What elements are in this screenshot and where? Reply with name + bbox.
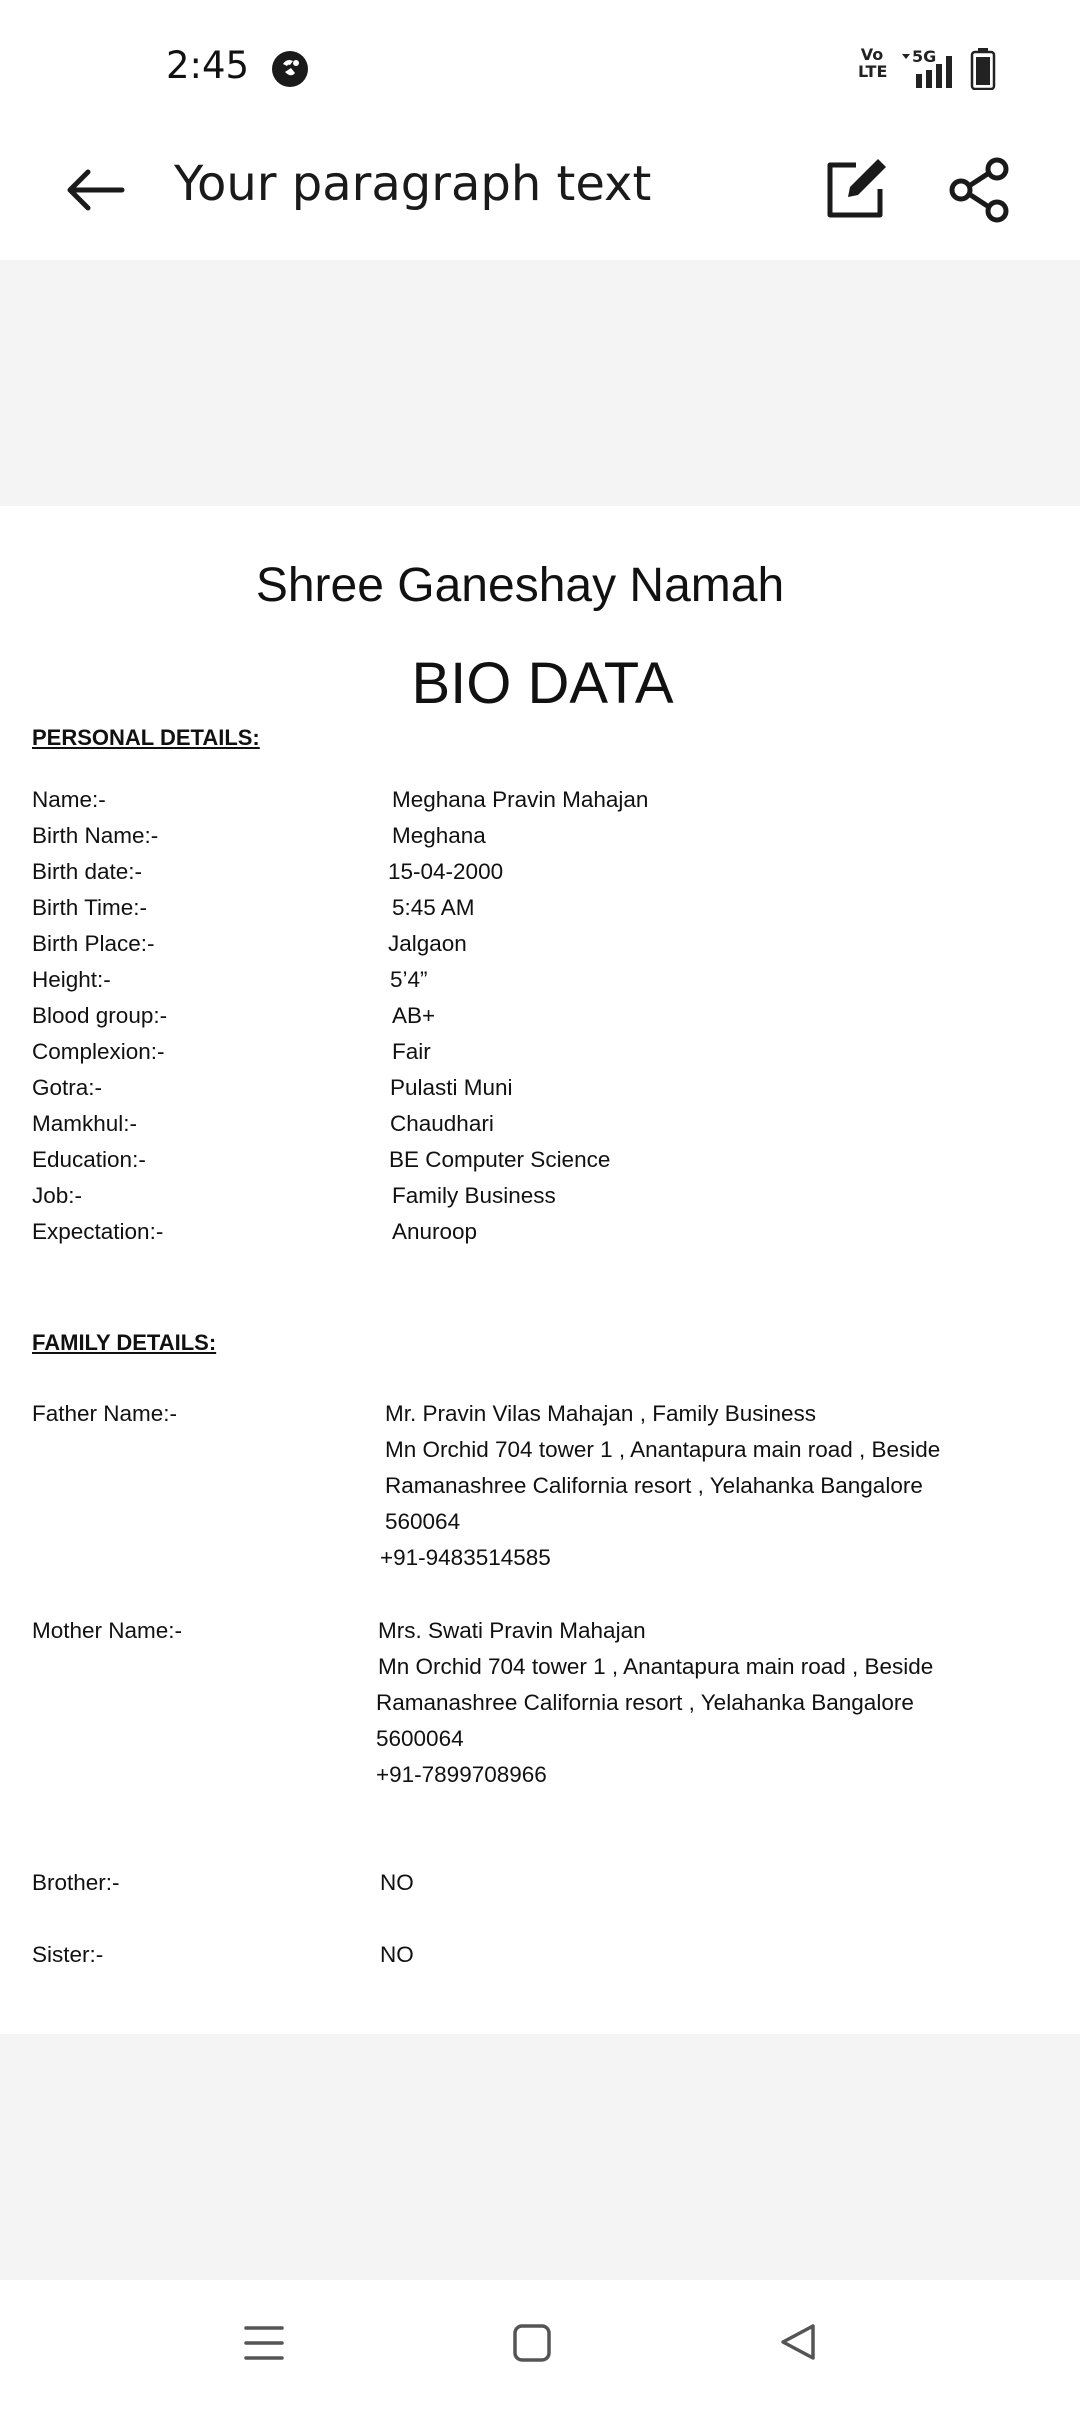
mother-detail-line: Mrs. Swati Pravin Mahajan <box>378 1618 646 1643</box>
father-detail-line: Mn Orchid 704 tower 1 , Anantapura main road , Beside <box>385 1437 941 1462</box>
detail-row <box>0 1183 1080 1219</box>
detail-value: AB+ <box>392 1003 436 1028</box>
back-arrow-icon[interactable] <box>60 155 130 225</box>
mother-detail-line: Mn Orchid 704 tower 1 , Anantapura main road , Beside <box>378 1654 934 1679</box>
document-invocation: Shree Ganeshay Namah <box>255 559 785 612</box>
detail-value: BE Computer Science <box>389 1147 611 1172</box>
document-bottom-margin <box>0 2034 1080 2280</box>
status-time: 2:45 <box>166 44 250 87</box>
brother-value: NO <box>380 1870 414 1895</box>
detail-row <box>0 859 1080 895</box>
detail-label: Mamkhul:- <box>32 1111 138 1136</box>
father-detail-line: 560064 <box>385 1509 461 1534</box>
personal-details-heading: PERSONAL DETAILS: <box>32 725 260 750</box>
menu-icon[interactable] <box>241 2320 287 2366</box>
detail-row <box>0 1003 1080 1039</box>
father-detail-line: Ramanashree California resort , Yelahanka Bangalore <box>385 1473 923 1498</box>
detail-label: Height:- <box>32 967 111 992</box>
detail-row <box>0 787 1080 823</box>
detail-value: 5:45 AM <box>392 895 475 920</box>
detail-value: Fair <box>392 1039 431 1064</box>
brother-label: Brother:- <box>32 1870 120 1895</box>
detail-value: Meghana <box>392 823 486 848</box>
sister-label: Sister:- <box>32 1942 104 1967</box>
back-triangle-icon[interactable] <box>775 2318 823 2366</box>
detail-label: Expectation:- <box>32 1219 164 1244</box>
detail-value: 15-04-2000 <box>388 859 504 884</box>
status-bar <box>0 0 1080 130</box>
detail-label: Birth Place:- <box>32 931 155 956</box>
document-page[interactable] <box>0 506 1080 2034</box>
mother-detail-line: 5600064 <box>376 1726 464 1751</box>
document-top-margin <box>0 260 1080 506</box>
detail-row <box>0 1075 1080 1111</box>
detail-label: Education:- <box>32 1147 146 1172</box>
document-title: BIO DATA <box>411 651 674 716</box>
detail-label: Birth date:- <box>32 859 143 884</box>
toolbar-title: Your paragraph text <box>174 156 652 212</box>
signal-5g-icon <box>900 46 972 90</box>
app-notification-icon <box>271 50 309 88</box>
network-label: 5G <box>912 47 937 66</box>
detail-row <box>0 1147 1080 1183</box>
detail-label: Complexion:- <box>32 1039 165 1064</box>
sister-value: NO <box>380 1942 414 1967</box>
detail-value: 5’4” <box>390 967 428 992</box>
detail-row <box>0 1219 1080 1255</box>
detail-row <box>0 931 1080 967</box>
share-icon[interactable] <box>945 155 1015 225</box>
detail-value: Family Business <box>392 1183 556 1208</box>
detail-row <box>0 1111 1080 1147</box>
mother-label: Mother Name:- <box>32 1618 183 1643</box>
detail-label: Name:- <box>32 787 106 812</box>
detail-label: Blood group:- <box>32 1003 168 1028</box>
volte-icon: Vo LTE <box>858 45 888 81</box>
detail-label: Birth Time:- <box>32 895 148 920</box>
detail-value: Chaudhari <box>390 1111 494 1136</box>
detail-label: Job:- <box>32 1183 83 1208</box>
edit-icon[interactable] <box>820 155 890 225</box>
detail-value: Pulasti Muni <box>390 1075 513 1100</box>
detail-label: Gotra:- <box>32 1075 103 1100</box>
mother-detail-line: Ramanashree California resort , Yelahanka Bangalore <box>376 1690 914 1715</box>
detail-value: Jalgaon <box>388 931 467 956</box>
detail-value: Meghana Pravin Mahajan <box>392 787 649 812</box>
detail-row <box>0 895 1080 931</box>
detail-row <box>0 967 1080 1003</box>
detail-row <box>0 823 1080 859</box>
battery-icon <box>970 48 996 90</box>
father-label: Father Name:- <box>32 1401 178 1426</box>
detail-value: Anuroop <box>392 1219 478 1244</box>
detail-label: Birth Name:- <box>32 823 159 848</box>
detail-row <box>0 1039 1080 1075</box>
app-toolbar <box>0 130 1080 260</box>
system-nav-bar <box>0 2280 1080 2412</box>
family-details-heading: FAMILY DETAILS: <box>32 1330 217 1355</box>
father-phone: +91-9483514585 <box>380 1545 551 1570</box>
home-square-icon[interactable] <box>508 2319 556 2367</box>
father-detail-line: Mr. Pravin Vilas Mahajan , Family Business <box>385 1401 816 1426</box>
mother-phone: +91-7899708966 <box>376 1762 547 1787</box>
